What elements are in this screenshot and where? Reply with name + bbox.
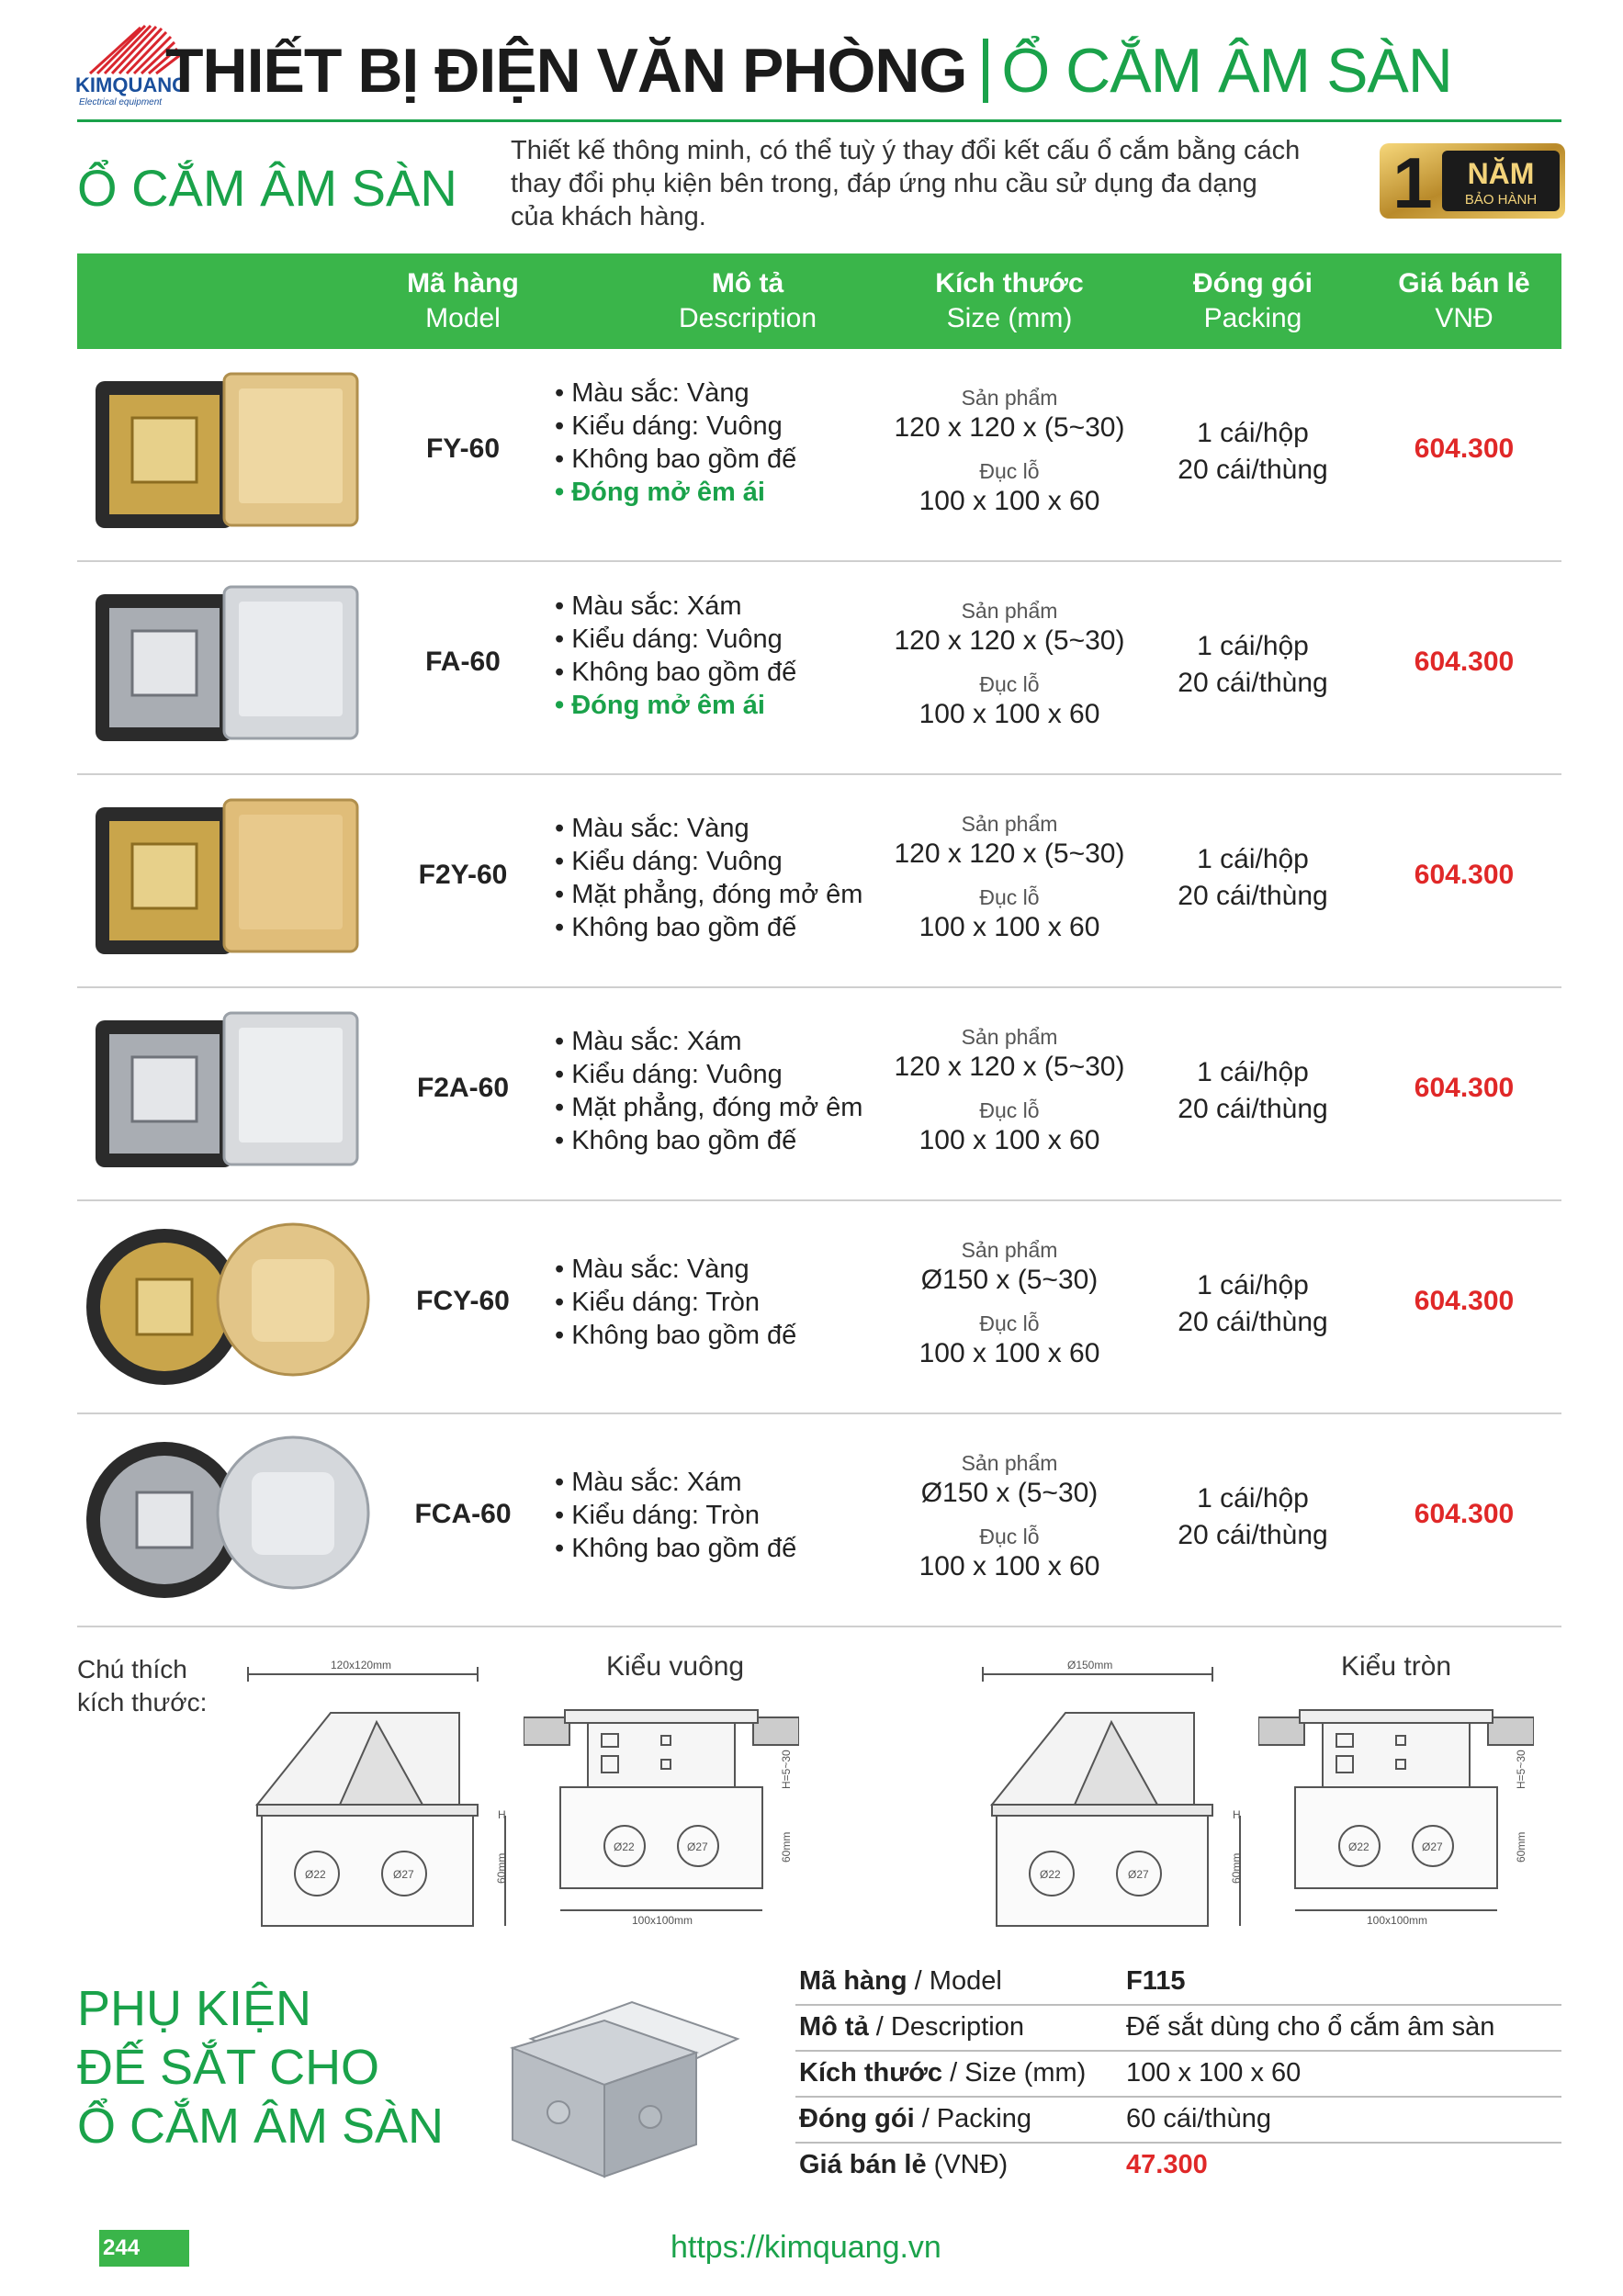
svg-text:Ø27: Ø27 [1128, 1868, 1149, 1881]
square-perspective-diagram [230, 1658, 524, 1933]
warranty-label: BẢO HÀNH [1464, 192, 1538, 208]
product-image-square-gold [86, 363, 380, 546]
header-title: THIẾT BỊ ĐIỆN VĂN PHÒNG [165, 36, 967, 106]
svg-text:Ø27: Ø27 [393, 1868, 414, 1881]
spec-row-packing: Đóng gói / Packing 60 cái/thùng [795, 2096, 1561, 2144]
svg-text:Ø22: Ø22 [614, 1840, 635, 1853]
brand-sub: Electrical equipment [79, 97, 163, 107]
header-rule [77, 119, 1561, 122]
th-packing: Đóng gói Packing [1193, 268, 1313, 333]
warranty-badge [1378, 141, 1567, 220]
spec-row-price: Giá bán lẻ (VNĐ) 47.300 [799, 2150, 1208, 2179]
description: • Màu sắc: Vàng • Kiểu dáng: Tròn • Không bao gồm đế [555, 1255, 797, 1350]
model-code: FCY-60 [416, 1286, 510, 1316]
warranty-word: NĂM [1467, 157, 1535, 190]
table-header [77, 253, 1561, 349]
section-title: Ổ CẮM ÂM SÀN [77, 159, 457, 217]
packing: 1 cái/hộp 20 cái/thùng [1178, 1270, 1328, 1337]
price: 604.300 [1414, 1286, 1515, 1316]
square-section-diagram [524, 1690, 799, 1929]
table-row [77, 349, 1561, 562]
accessory-image-steel-box [503, 1984, 742, 2195]
model-code: F2A-60 [416, 1073, 510, 1103]
th-model: Mã hàng Model [407, 268, 519, 333]
svg-text:Ø22: Ø22 [1348, 1840, 1369, 1853]
model-code: F2Y-60 [418, 860, 508, 890]
size: Sản phẩm 120 x 120 x (5~30) Đục lỗ 100 x 100 x 60 [894, 599, 1125, 729]
svg-text:H: H [498, 1808, 506, 1821]
header-subtitle: Ổ CẮM ÂM SÀN [1001, 36, 1452, 106]
description: • Màu sắc: Vàng • Kiểu dáng: Vuông • Mặt phẳng, đóng mở êm • Không bao gồm đế [555, 814, 863, 942]
section-intro: Thiết kế thông minh, có thể tuỳ ý thay đổi kết cấu ổ cắm bằng cách thay đổi phụ kiện bên trong, đáp ứng nhu cầu sử dụng đa dạng của khách hàng. [511, 136, 1301, 231]
spec-row-description: Mô tả / Description Đế sắt dùng cho ổ cắm âm sàn [795, 2004, 1561, 2052]
header-divider [983, 39, 988, 103]
round-perspective-diagram [964, 1658, 1258, 1933]
svg-text:100x100mm: 100x100mm [632, 1914, 693, 1927]
packing: 1 cái/hộp 20 cái/thùng [1178, 418, 1328, 485]
svg-text:60mm: 60mm [780, 1831, 793, 1863]
th-description: Mô tả Description [678, 268, 817, 333]
svg-text:60mm: 60mm [1515, 1831, 1527, 1863]
svg-text:Ø22: Ø22 [305, 1868, 326, 1881]
packing: 1 cái/hộp 20 cái/thùng [1178, 1483, 1328, 1550]
price: 604.300 [1414, 433, 1515, 464]
model-code: FY-60 [425, 433, 501, 464]
svg-text:Ø27: Ø27 [687, 1840, 708, 1853]
table-row [77, 775, 1561, 988]
description: • Màu sắc: Vàng • Kiểu dáng: Vuông • Không bao gồm đế • Đóng mở êm ái [555, 378, 797, 507]
size-note: Chú thích kích thước: [77, 1655, 208, 1716]
size: Sản phẩm 120 x 120 x (5~30) Đục lỗ 100 x 100 x 60 [894, 1025, 1125, 1155]
svg-text:H=5~30: H=5~30 [780, 1750, 793, 1789]
table-row [77, 1201, 1561, 1414]
product-image-round-gold [86, 1215, 380, 1399]
model-code: FCA-60 [414, 1499, 512, 1529]
page-number: 244 [99, 2230, 189, 2267]
size: Sản phẩm 120 x 120 x (5~30) Đục lỗ 100 x 100 x 60 [894, 386, 1125, 516]
page-header [165, 35, 1452, 107]
model-code: FA-60 [425, 647, 501, 677]
svg-text:H: H [1233, 1808, 1241, 1821]
svg-text:60mm: 60mm [495, 1852, 508, 1884]
packing: 1 cái/hộp 20 cái/thùng [1178, 1057, 1328, 1124]
warranty-number: 1 [1392, 142, 1433, 220]
svg-text:100x100mm: 100x100mm [1367, 1914, 1428, 1927]
product-image-square-grey-flat [86, 1002, 380, 1186]
price: 604.300 [1414, 647, 1515, 677]
product-image-square-grey [86, 576, 380, 760]
round-diagram-title: Kiểu tròn [1341, 1651, 1452, 1682]
packing: 1 cái/hộp 20 cái/thùng [1178, 844, 1328, 911]
product-image-square-gold-flat [86, 789, 380, 973]
round-section-diagram [1258, 1690, 1534, 1929]
website-link[interactable]: https://kimquang.vn [671, 2230, 941, 2265]
size: Sản phẩm 120 x 120 x (5~30) Đục lỗ 100 x 100 x 60 [894, 812, 1125, 942]
svg-text:60mm: 60mm [1230, 1852, 1243, 1884]
spec-row-size: Kích thước / Size (mm) 100 x 100 x 60 [795, 2050, 1561, 2098]
description: • Màu sắc: Xám • Kiểu dáng: Tròn • Không bao gồm đế [555, 1468, 797, 1563]
svg-text:H=5~30: H=5~30 [1515, 1750, 1527, 1789]
spec-row-model: Mã hàng / Model F115 [795, 1958, 1561, 2006]
table-row [77, 1414, 1561, 1627]
svg-text:120x120mm: 120x120mm [331, 1659, 392, 1671]
size: Sản phẩm Ø150 x (5~30) Đục lỗ 100 x 100 x 60 [919, 1451, 1100, 1581]
packing: 1 cái/hộp 20 cái/thùng [1178, 631, 1328, 698]
price: 604.300 [1414, 1499, 1515, 1529]
accessory-title: PHỤ KIỆN ĐẾ SẮT CHO Ổ CẮM ÂM SÀN [77, 1981, 445, 2154]
price: 604.300 [1414, 860, 1515, 890]
size: Sản phẩm Ø150 x (5~30) Đục lỗ 100 x 100 x 60 [919, 1238, 1100, 1368]
th-price: Giá bán lẻ VNĐ [1398, 268, 1530, 333]
price: 604.300 [1414, 1073, 1515, 1103]
product-image-round-grey [86, 1428, 380, 1612]
svg-text:Ø150mm: Ø150mm [1067, 1659, 1113, 1671]
table-row [77, 562, 1561, 775]
description: • Màu sắc: Xám • Kiểu dáng: Vuông • Không bao gồm đế • Đóng mở êm ái [555, 591, 797, 720]
svg-text:Ø22: Ø22 [1040, 1868, 1061, 1881]
description: • Màu sắc: Xám • Kiểu dáng: Vuông • Mặt phẳng, đóng mở êm • Không bao gồm đế [555, 1027, 863, 1155]
square-diagram-title: Kiểu vuông [606, 1651, 745, 1682]
th-size: Kích thước Size (mm) [935, 268, 1084, 333]
table-row [77, 988, 1561, 1201]
svg-text:Ø27: Ø27 [1422, 1840, 1443, 1853]
brand-name: KIMQUANG [75, 73, 188, 96]
